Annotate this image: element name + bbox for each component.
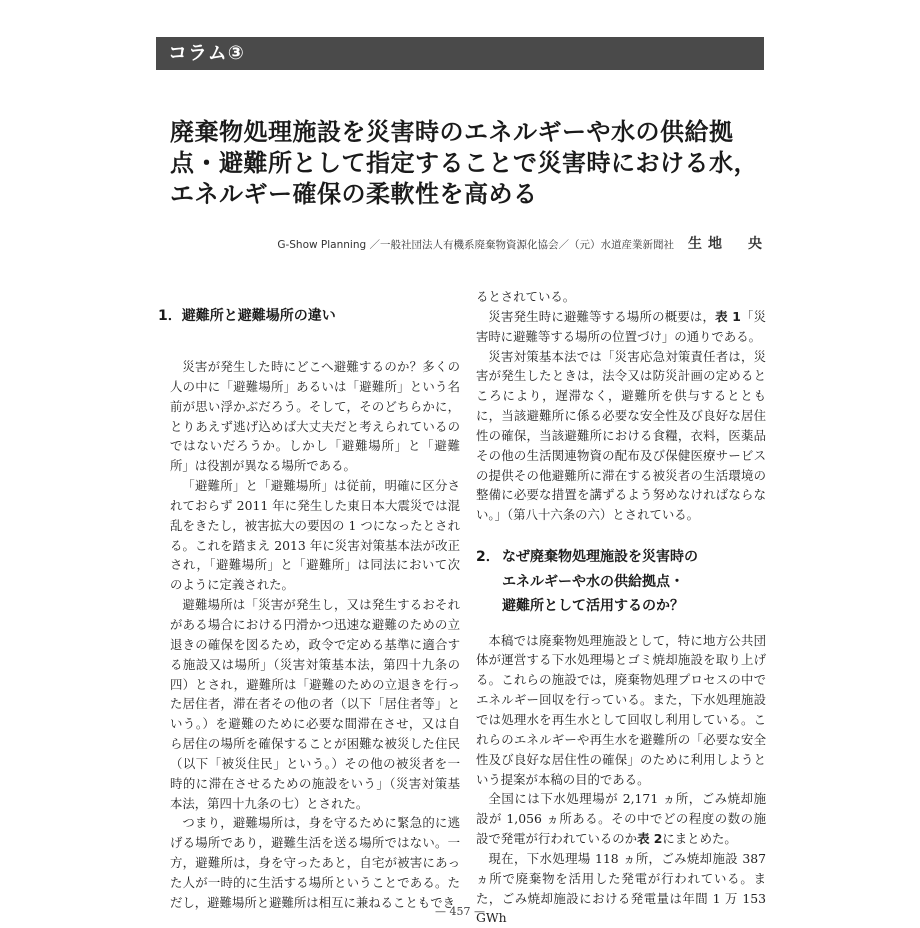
author-affiliations: G-Show Planning ／一般社団法人有機系廃棄物資源化協会／（元）水道産業新聞社 bbox=[277, 239, 674, 251]
title-line: 点・避難所として指定することで災害時における水， bbox=[170, 149, 758, 177]
heading-line: 避難所として活用するのか？ bbox=[502, 598, 684, 615]
section-1-heading: 1．避難所と避難場所の違い bbox=[158, 308, 336, 324]
left-column bbox=[158, 305, 460, 913]
table-reference: 表 1 bbox=[715, 308, 741, 324]
text-run: 災害発生時に避難等する場所の概要は， bbox=[488, 308, 716, 324]
heading-line: なぜ廃棄物処理施設を災害時の bbox=[502, 549, 698, 566]
paragraph: るとされている。 bbox=[476, 289, 576, 304]
title-line: 廃棄物処理施設を災害時のエネルギーや水の供給拠 bbox=[170, 118, 734, 146]
section-number: 2． bbox=[476, 549, 500, 566]
column-label: コラム③ bbox=[168, 42, 245, 64]
text-run: 「災害時に避難等する場所の位置づけ」の通りである。 bbox=[476, 308, 766, 344]
right-column bbox=[476, 287, 766, 928]
paragraph: 現在，下水処理場 118 ヵ所，ごみ焼却施設 387 ヵ所で廃棄物を活用した発電が行われている。また，ごみ焼却施設における発電量は年間 1 万 153 GWh bbox=[476, 850, 766, 926]
paragraph: 災害が発生した時にどこへ避難するのか？多くの人の中に「避難場所」あるいは「避難所」という名前が思い浮かぶだろう。そして，そのどちらかに，とりあえず逃げ込めば大丈夫だと考えられているのではないだろうか。しかし「避難場所」と「避難所」は役割が異なる場所である。 bbox=[170, 359, 460, 474]
paragraph bbox=[476, 307, 766, 347]
section-2-heading bbox=[476, 545, 766, 619]
author-name: 生地 央 bbox=[688, 236, 768, 252]
paragraph bbox=[476, 789, 766, 849]
column-header-band bbox=[156, 37, 764, 70]
paragraph: 避難場所は「災害が発生し，又は発生するおそれがある場合における円滑かつ迅速な避難のための立退きの確保を図るため，政令で定める基準に適合する施設又は場所」（災害対策基本法，第四十九条の四）とされ，避難所は「避難のための立退きを行った居住者，滞在者その他の者（以下「居住者等」という。）を避難のために必要な間滞在させ，又は自ら居住の場所を確保することが困難な被災した住民（以下「被災住民」という。）その他の被災者を一時的に滞在させるための施設をいう」（災害対策基本法，第四十九条の七）とされた。 bbox=[170, 597, 460, 811]
paragraph: 災害対策基本法では「災害応急対策責任者は，災害が発生したときは，法令又は防災計画の定めるところにより，遅滞なく，避難所を供与するとともに，当該避難所に係る必要な安全性及び良好な居住性の確保，当該避難所における食糧，衣料，医薬品その他の生活関連物資の配布及び保健医療サービスの提供その他避難所に滞在する被災者の生活環境の整備に必要な措置を講ずるよう努めなければならない。」（第八十六条の六）とされている。 bbox=[476, 348, 766, 523]
page-number: — 457 — bbox=[435, 905, 485, 918]
byline bbox=[277, 233, 768, 253]
paragraph: つまり，避難場所は，身を守るために緊急的に逃げる場所であり，避難生活を送る場所ではない。一方，避難所は，身を守ったあと，自宅が被害にあった人が一時的に生活する場所ということである。ただし，避難場所と避難所は相互に兼ねることもでき bbox=[170, 815, 460, 910]
paragraph: 本稿では廃棄物処理施設として，特に地方公共団体が運営する下水処理場とゴミ焼却施設を取り上げる。これらの施設では，廃棄物処理プロセスの中でエネルギー回収を行っている。また，下水処理施設では処理水を再生水として回収し利用している。これらのエネルギーや再生水を避難所の「必要な安全性及び良好な居住性の確保」のために利用しようという提案が本稿の目的である。 bbox=[476, 632, 766, 787]
text-run: 全国には下水処理場が 2,171 ヵ所，ごみ焼却施設が 1,056 ヵ所ある。その中でどの程度の数の施設で発電が行われているのか bbox=[476, 791, 766, 847]
article-title bbox=[170, 117, 760, 210]
paragraph: 「避難所」と「避難場所」は従前，明確に区分されておらず 2011 年に発生した東日本大震災では混乱をきたし，被害拡大の要因の 1 つになったとされる。これを踏まえ 2013 年に災害対策基本法が改正され，「避難場所」と「避難所」は同法において次のように定義された。 bbox=[170, 478, 460, 593]
title-line: エネルギー確保の柔軟性を高める bbox=[170, 180, 538, 208]
heading-line: エネルギーや水の供給拠点・ bbox=[502, 573, 684, 590]
table-reference: 表 2 bbox=[637, 831, 663, 847]
text-run: にまとめた。 bbox=[662, 831, 737, 847]
